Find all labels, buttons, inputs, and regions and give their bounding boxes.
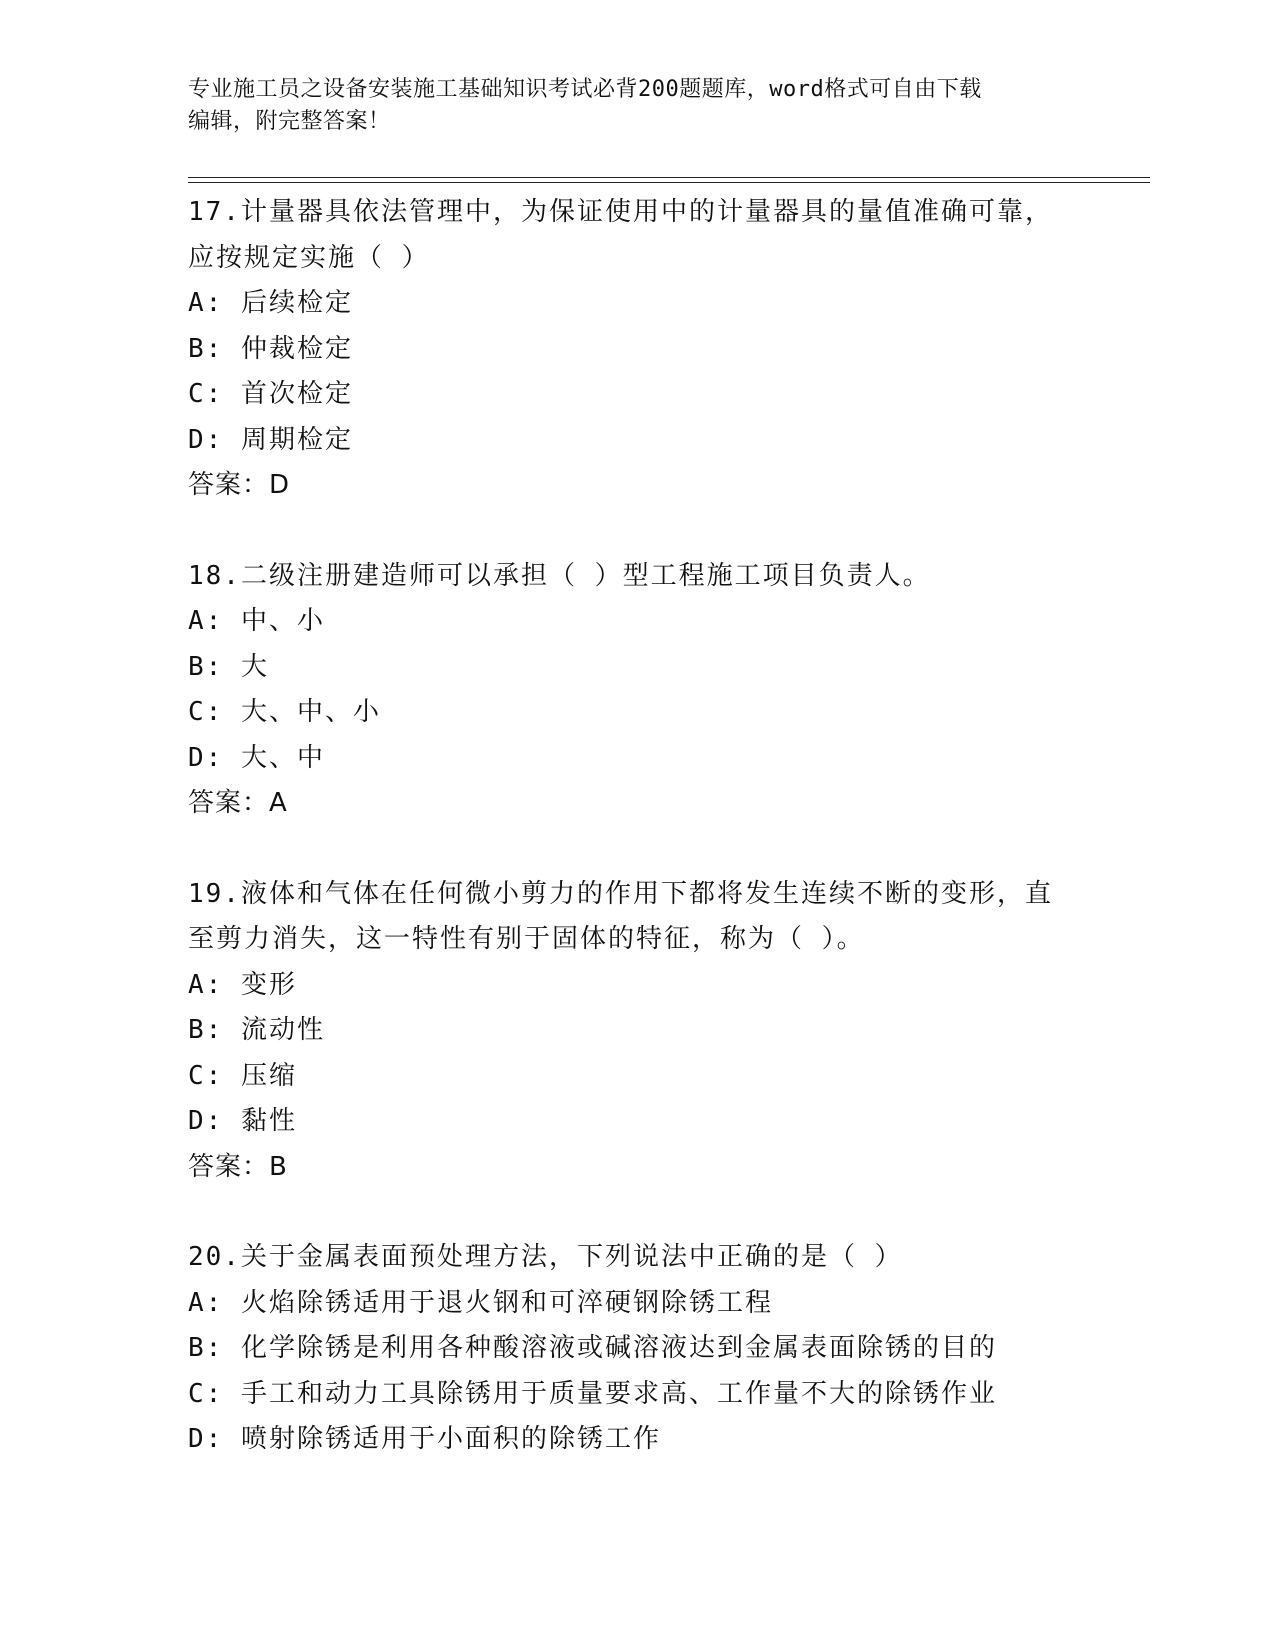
option-d: D: 大、中: [188, 742, 325, 773]
option-d: D: 喷射除锈适用于小面积的除锈工作: [188, 1424, 661, 1454]
question-text: 19.液体和气体在任何微小剪力的作用下都将发生连续不断的变形，直至剪力消失，这一特性有别于固体的特征，称为（ ）。: [188, 878, 1053, 954]
document-header: [188, 74, 1088, 138]
option-d: D: 黏性: [188, 1106, 297, 1136]
question-spacer: [188, 827, 1148, 872]
option-c: C: 大、中、小: [188, 697, 381, 727]
option-a: A: 火焰除锈适用于退火钢和可淬硬钢除锈工程: [188, 1287, 773, 1318]
question-19: [188, 872, 1148, 1191]
answer: 答案：D: [188, 470, 291, 500]
option-b: B: 仲裁检定: [188, 333, 353, 364]
answer: 答案：A: [188, 788, 288, 818]
option-d: D: 周期检定: [188, 424, 353, 455]
option-c: C: 首次检定: [188, 379, 353, 409]
option-c: C: 压缩: [188, 1060, 297, 1091]
question-17: [188, 190, 1148, 509]
question-spacer: [188, 509, 1148, 554]
question-text: 20.关于金属表面预处理方法，下列说法中正确的是（ ）: [188, 1242, 903, 1272]
header-line-2: 编辑，附完整答案！: [188, 109, 391, 134]
option-b: B: 大: [188, 651, 269, 682]
option-c: C: 手工和动力工具除锈用于质量要求高、工作量不大的除锈作业: [188, 1378, 997, 1409]
header-divider-bottom: [188, 182, 1150, 183]
option-b: B: 流动性: [188, 1015, 325, 1045]
question-spacer: [188, 1190, 1148, 1235]
option-a: A: 中、小: [188, 606, 325, 636]
question-list: [188, 190, 1148, 1463]
answer: 答案：B: [188, 1151, 288, 1182]
question-text: 18.二级注册建造师可以承担（ ）型工程施工项目负责人。: [188, 560, 931, 591]
question-18: [188, 554, 1148, 827]
question-text: 17.计量器具依法管理中，为保证使用中的计量器具的量值准确可靠，应按规定实施（ ）: [188, 197, 1053, 273]
header-line-1: 专业施工员之设备安装施工基础知识考试必背200题题库，word格式可自由下载: [188, 77, 982, 102]
question-20: [188, 1235, 1148, 1463]
option-a: A: 后续检定: [188, 288, 353, 318]
header-divider-top: [188, 177, 1150, 178]
option-a: A: 变形: [188, 969, 297, 1000]
option-b: B: 化学除锈是利用各种酸溶液或碱溶液达到金属表面除锈的目的: [188, 1333, 997, 1363]
